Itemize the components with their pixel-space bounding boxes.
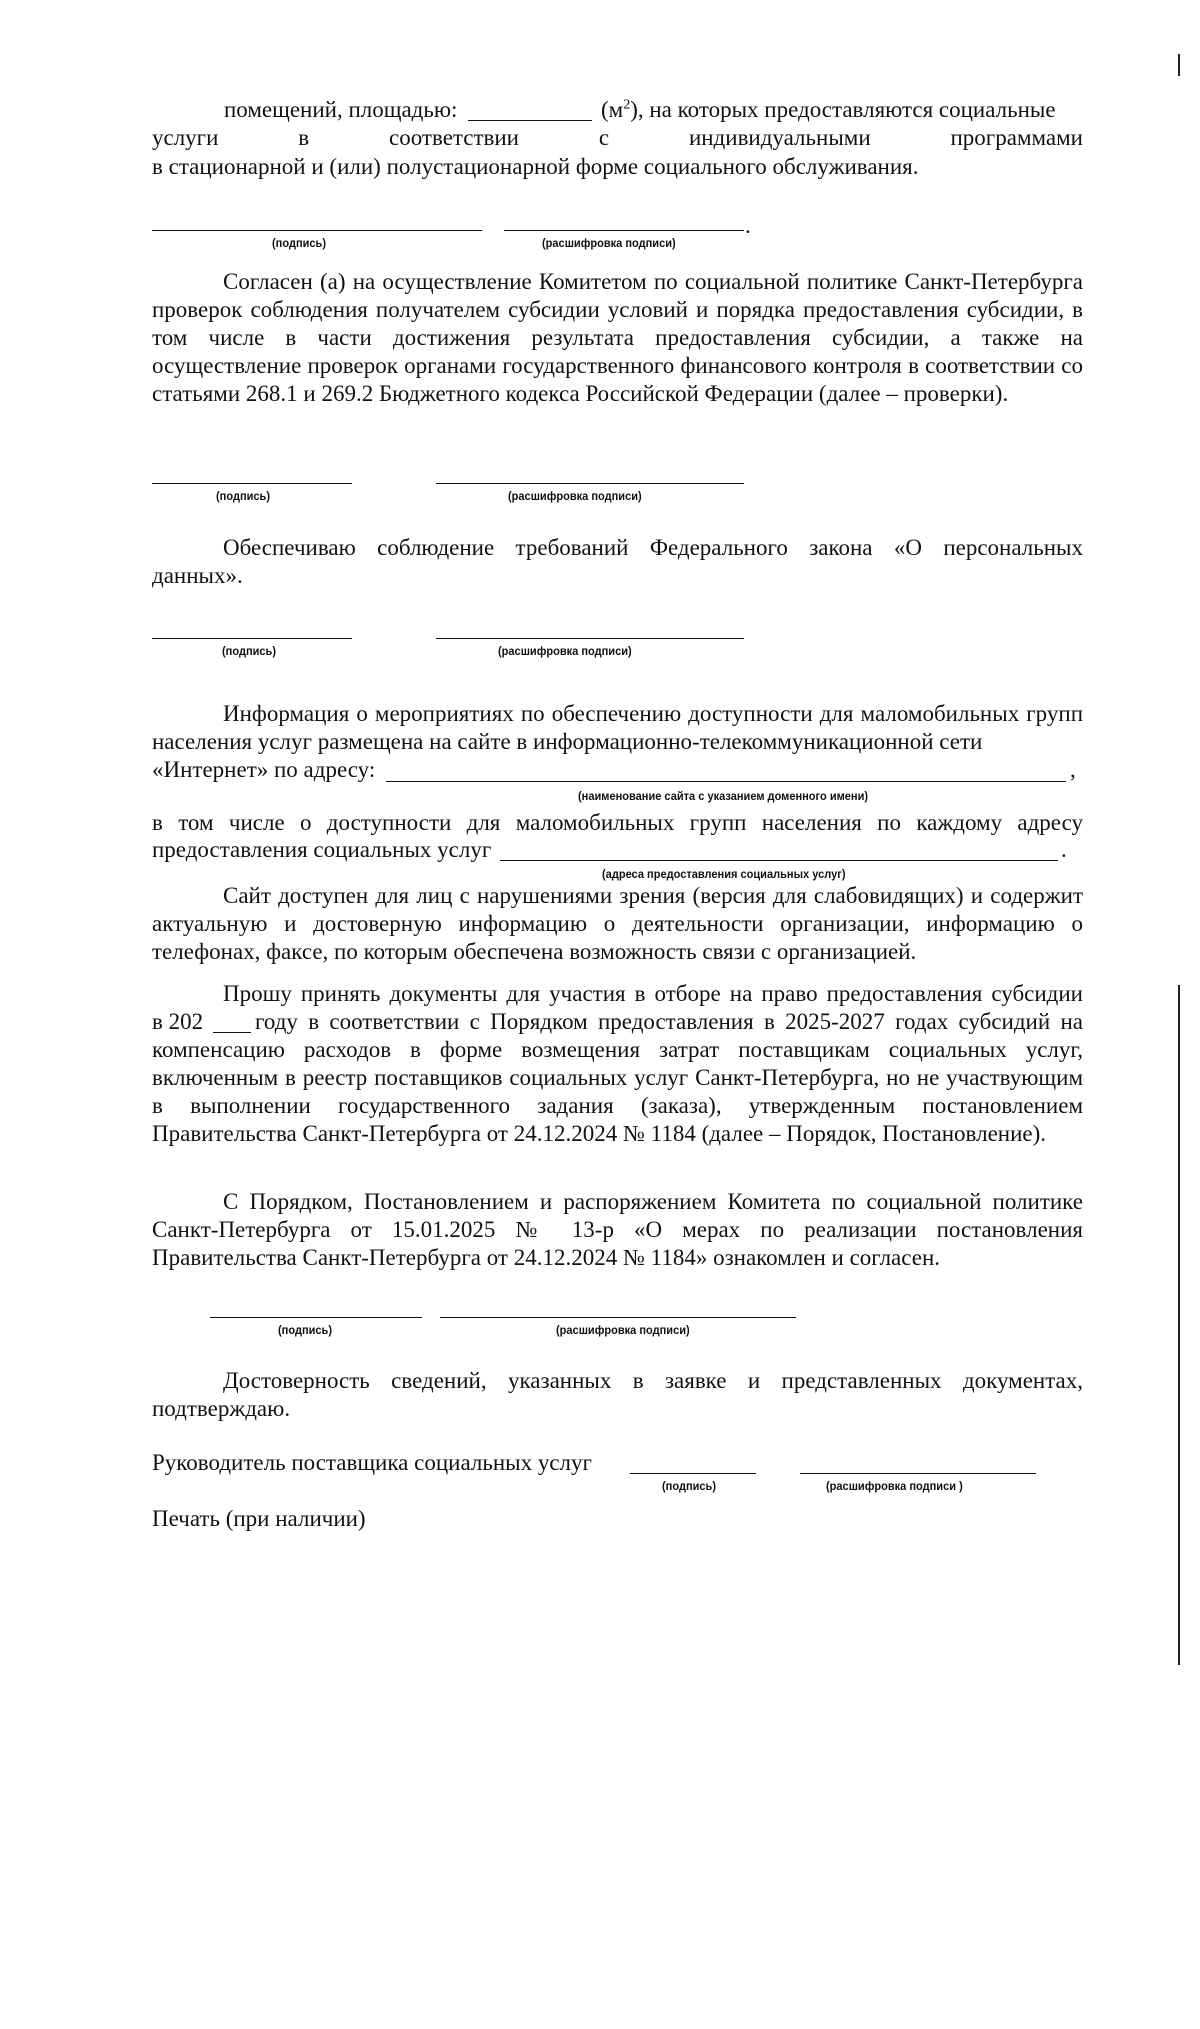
seal-label: Печать (при наличии) [152,1506,366,1531]
signature-caption-2: (подпись) [216,489,271,503]
familiar-paragraph: С Порядком, Постановлением и распоряжением Комитета по социальной политике Санкт-Петербурга от 15.01.2025 № 13-р «О мерах по реализации постановления Правительства Санкт-Петербурга от 24.12.2024 № 1184» ознакомлен и согласен. [152,1189,1083,1270]
accessibility-addresses-text: в том числе о доступности для маломобильных групп населения по каждому адресу [152,810,1083,835]
addresses-caption: (адреса предоставления социальных услуг) [602,867,846,881]
request-paragraph-start: Прошу принять документы для участия в отборе на право предоставления субсидии [223,981,1083,1006]
head-signature-decode-field[interactable] [800,1473,1036,1474]
site-name-caption: (наименование сайта с указанием доменного имени) [578,789,869,803]
head-signature-label: Руководитель поставщика социальных услуг [152,1450,592,1475]
premises-area-label: помещений, площадью: [224,97,458,122]
consent-checks-paragraph: Согласен (а) на осуществление Комитетом по социальной политике Санкт-Петербурга проверок соблюдения получателем субсидии условий и порядка предоставления субсидии, в том числе в части достижения результата предоставления субсидии, а также на осуществление проверок органами государственного финансового контроля в соответствии со статьями 268.1 и 269.2 Бюджетного кодекса Российской Федерации (далее – проверки). [152,269,1083,406]
request-paragraph-rest: году в соответствии с Порядком предоставления в 2025-2027 годах субсидий на компенсацию расходов в форме возмещения затрат поставщикам социальных услуг, включенным в реестр поставщиков социальных услуг Санкт-Петербурга, но не участвующим в выполнении государственного задания (заказа), утвержденным постановлением Правительства Санкт-Петербурга от 24.12.2024 № 1184 (далее – Порядок, Постановление). [152,1009,1083,1146]
signature-decode-caption-3: (расшифровка подписи) [498,644,632,658]
scan-margin-mark-bottom [1178,985,1180,1665]
premises-line-1 [224,96,457,124]
head-signature-caption: (подпись) [662,1479,717,1493]
signature-caption-1: (подпись) [272,236,327,250]
signature-field-1[interactable] [152,230,482,231]
signature-decode-caption-4: (расшифровка подписи) [556,1323,690,1337]
premises-line-1b: $(м^2)$, на которых предоставляются социальные [601,97,1056,122]
site-available-paragraph: Сайт доступен для лиц с нарушениями зрения (версия для слабовидящих) и содержит актуальную и достоверную информацию о деятельности организации, информацию о телефонах, факсе, по которым обеспечена возможность связи с организацией. [152,883,1083,964]
signature-field-4[interactable] [210,1317,422,1318]
signature-field-2[interactable] [152,483,352,484]
document-page: помещений, площадью: $(м^2)$, на которых предоставляются социальные услуги в соответствии с индивидуальными программами в стационарной и (или) полустационарной форме социального обслуживания. . (подпись) (расшифровка подписи) Согласен (а) на осуществление Комитетом по социальной политике Санкт-Петербурга проверок соблюдения получателем субсидии условий и порядка предоставления субсидии, в том числе в части достижения результата предоставления субсидии, а также на осуществление проверок органами государственного финансового контроля в соответствии со статьями 268.1 и 269.2 Бюджетного кодекса Российской Федерации (далее – проверки). (подпись) (расшифровка подписи) Обеспечиваю соблюдение требований Федерального закона «О персональных данных». (подпись) (расшифровка подписи) Информация о мероприятиях по обеспечению доступности для маломобильных групп населения услуг размещена на сайте в информационно-телекоммуникационной сети «Интернет» по адресу: , (наименование сайта с указанием доменного имени) в том числе о доступности для маломобильных групп населения по каждому адресу предоставления социальных услуг . (адреса предоставления социальных услуг) Сайт доступен для лиц с нарушениями зрения (версия для слабовидящих) и содержит актуальную и достоверную информацию о деятельности организации, информацию о телефонах, факсе, по которым обеспечена возможность связи с организацией. Прошу принять документы для участия в отборе на право предоставления субсидии в 202 году в соответствии с Порядком предоставления в 2025-2027 годах субсидий на компенсацию расходов в форме возмещения затрат поставщикам социальных услуг, включенным в реестр поставщиков социальных услуг Санкт-Петербурга, но не участвующим в выполнении государственного задания (заказа), утвержденным постановлением Правительства Санкт-Петербурга от 24.12.2024 № 1184 (далее – Порядок, Постановление). С Порядком, Постановлением и распоряжением Комитета по социальной политике Санкт-Петербурга от 15.01.2025 № 13-р «О мерах по реализации постановления Правительства Санкт-Петербурга от 24.12.2024 № 1184» ознакомлен и согласен. (подпись) (расшифровка подписи) Достоверность сведений, указанных в заявке и представленных документах, подтверждаю. Руководитель поставщика социальных услуг (подпись) (расшифровка подписи ) Печать (при наличии) [0,0,1200,2029]
personal-data-paragraph: Обеспечиваю соблюдение требований Федерального закона «О персональных данных». [152,535,1083,588]
head-signature-decode-caption: (расшифровка подписи ) [826,1479,963,1493]
site-address-field[interactable] [386,781,1066,782]
accessibility-paragraph: Информация о мероприятиях по обеспечению доступности для маломобильных групп населения услуг размещена на сайте в информационно-телекоммуникационной сети [152,701,1083,754]
premises-area-field[interactable] [468,120,592,121]
signature-decode-field-1[interactable] [504,230,744,231]
service-addresses-label: предоставления социальных услуг [152,837,492,862]
head-signature-field[interactable] [630,1473,756,1474]
request-year-prefix: в 202 [152,1009,204,1034]
signature-decode-caption-2: (расшифровка подписи) [508,489,642,503]
confirm-paragraph: Достоверность сведений, указанных в заявке и представленных документах, подтверждаю. [152,1368,1083,1421]
signature-decode-field-3[interactable] [436,638,744,639]
service-addresses-field[interactable] [500,860,1058,861]
signature-decode-field-2[interactable] [436,483,744,484]
signature-field-3[interactable] [152,638,352,639]
premises-line-2: услуги в соответствии с индивидуальными программами [152,125,1083,150]
signature-caption-4: (подпись) [278,1323,333,1337]
scan-margin-mark-top [1178,54,1180,76]
signature-decode-field-4[interactable] [440,1317,796,1318]
signature-caption-3: (подпись) [222,644,277,658]
site-address-label: «Интернет» по адресу: [152,757,376,782]
premises-line-3: в стационарной и (или) полустационарной форме социального обслуживания. [152,154,919,179]
signature-decode-caption-1: (расшифровка подписи) [542,236,676,250]
